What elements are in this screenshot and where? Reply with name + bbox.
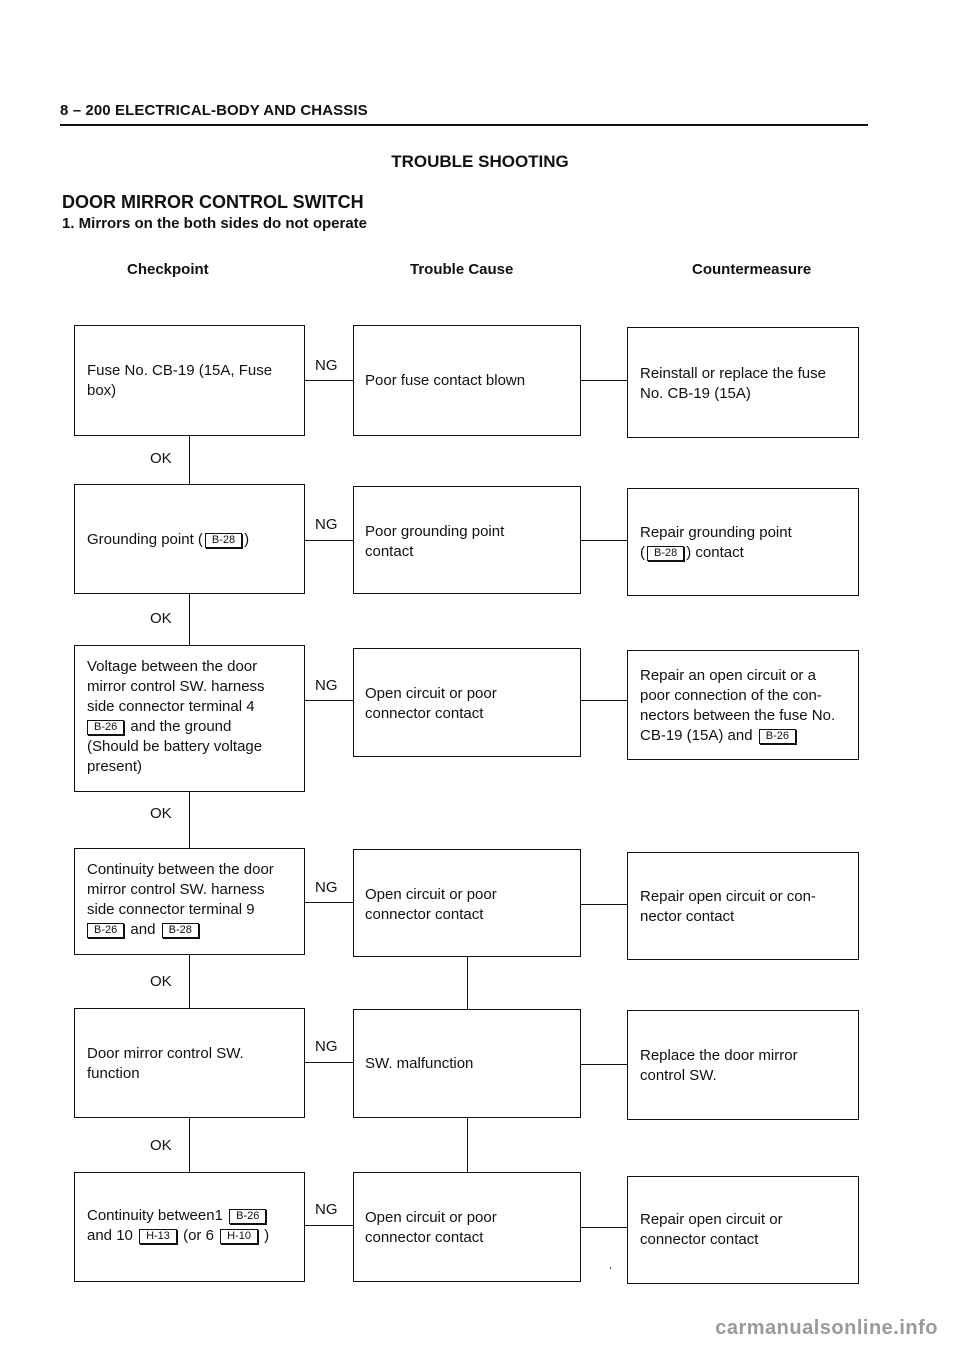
cause-text: connector contact	[365, 705, 484, 722]
cause-measure-line	[581, 380, 627, 381]
stray-mark: ,	[609, 1260, 612, 1271]
ok-connector-line	[189, 594, 190, 645]
measure-text: connector contact	[640, 1231, 759, 1248]
checkpoint-box-continuity-9	[74, 848, 305, 955]
ok-connector-line	[189, 1118, 190, 1172]
checkpoint-text: Continuity between the door	[87, 861, 274, 878]
ng-label: NG	[315, 677, 338, 694]
cause-link-line	[467, 1118, 468, 1172]
checkpoint-text: (or 6	[183, 1227, 214, 1244]
header-rule	[60, 124, 868, 126]
ok-label: OK	[150, 1137, 172, 1154]
ok-label: OK	[150, 973, 172, 990]
ok-connector-line	[189, 436, 190, 484]
checkpoint-text: Fuse No. CB-19 (15A, Fuse	[87, 362, 273, 379]
cause-text: Poor grounding point	[365, 523, 505, 540]
ng-label: NG	[315, 1038, 338, 1055]
checkpoint-text: and	[130, 921, 156, 938]
column-header-countermeasure: Countermeasure	[692, 261, 812, 278]
ng-connector-line	[305, 1225, 353, 1226]
connector-ref-badge: B-28	[162, 923, 199, 938]
measure-text: nector contact	[640, 908, 735, 925]
cause-text: Open circuit or poor	[365, 1209, 497, 1226]
checkpoint-text: side connector terminal 9	[87, 901, 255, 918]
checkpoint-text: and the ground	[130, 718, 232, 735]
ng-label: NG	[315, 357, 338, 374]
page-title: TROUBLE SHOOTING	[391, 152, 569, 171]
measure-box-continuity-9	[627, 852, 859, 960]
connector-ref-badge: H-13	[139, 1229, 177, 1244]
cause-text: SW. malfunction	[365, 1055, 474, 1072]
cause-box-fuse	[353, 325, 581, 436]
cause-text: contact	[365, 543, 414, 560]
watermark: carmanualsonline.info	[715, 1317, 938, 1339]
measure-text: Reinstall or replace the fuse	[640, 365, 826, 382]
checkpoint-text: )	[244, 531, 250, 548]
checkpoint-text: )	[264, 1227, 270, 1244]
checkpoint-text: (Should be battery voltage	[87, 738, 263, 755]
connector-ref-badge: B-26	[759, 729, 796, 744]
cause-measure-line	[581, 1064, 627, 1065]
cause-box-voltage	[353, 648, 581, 757]
subtitle: 1. Mirrors on the both sides do not operate	[62, 215, 368, 232]
checkpoint-text: Continuity between1	[87, 1207, 223, 1224]
measure-text: nectors between the fuse No.	[640, 707, 836, 724]
checkpoint-text: mirror control SW. harness	[87, 678, 265, 695]
measure-text: Repair open circuit or	[640, 1211, 783, 1228]
ok-connector-line	[189, 955, 190, 1008]
checkpoint-text: side connector terminal 4	[87, 698, 255, 715]
cause-measure-line	[581, 700, 627, 701]
ng-connector-line	[305, 380, 353, 381]
checkpoint-box-continuity-10	[74, 1172, 305, 1282]
column-header-trouble-cause: Trouble Cause	[410, 261, 514, 278]
connector-ref-badge: B-26	[87, 923, 124, 938]
measure-text: CB-19 (15A) and	[640, 727, 753, 744]
ok-connector-line	[189, 792, 190, 848]
measure-text: Replace the door mirror	[640, 1047, 798, 1064]
cause-text: connector contact	[365, 1229, 484, 1246]
cause-box-continuity-9	[353, 849, 581, 957]
column-header-checkpoint: Checkpoint	[127, 261, 209, 278]
checkpoint-box-fuse	[74, 325, 305, 436]
connector-ref-badge: B-28	[205, 533, 242, 548]
cause-link-line	[467, 957, 468, 1009]
measure-text: Repair open circuit or con-	[640, 888, 816, 905]
ng-connector-line	[305, 1062, 353, 1063]
section-title: DOOR MIRROR CONTROL SWITCH	[62, 192, 364, 212]
connector-ref-badge: B-28	[647, 546, 684, 561]
cause-text: Open circuit or poor	[365, 886, 497, 903]
checkpoint-text: and 10	[87, 1227, 133, 1244]
measure-text: poor connection of the con-	[640, 687, 822, 704]
measure-box-switch	[627, 1010, 859, 1120]
checkpoint-text: Grounding point (	[87, 531, 203, 548]
measure-box-fuse	[627, 327, 859, 438]
cause-measure-line	[581, 904, 627, 905]
cause-measure-line	[581, 1227, 627, 1228]
cause-text: connector contact	[365, 906, 484, 923]
measure-text: control SW.	[640, 1067, 717, 1084]
checkpoint-text: box)	[87, 382, 117, 399]
cause-text: Poor fuse contact blown	[365, 372, 526, 389]
ng-connector-line	[305, 700, 353, 701]
measure-text: ) contact	[686, 544, 744, 561]
checkpoint-text: Door mirror control SW.	[87, 1045, 244, 1062]
cause-text: Open circuit or poor	[365, 685, 497, 702]
measure-text: Repair an open circuit or a	[640, 667, 816, 684]
ok-label: OK	[150, 805, 172, 822]
checkpoint-box-voltage	[74, 645, 305, 792]
ng-connector-line	[305, 540, 353, 541]
connector-ref-badge: H-10	[220, 1229, 258, 1244]
ng-label: NG	[315, 1201, 338, 1218]
checkpoint-text: Voltage between the door	[87, 658, 258, 675]
connector-ref-badge: B-26	[87, 720, 124, 735]
checkpoint-box-switch	[74, 1008, 305, 1118]
measure-text: Repair grounding point	[640, 524, 792, 541]
ng-label: NG	[315, 879, 338, 896]
cause-measure-line	[581, 540, 627, 541]
checkpoint-box-grounding	[74, 484, 305, 594]
measure-box-grounding	[627, 488, 859, 596]
ng-label: NG	[315, 516, 338, 533]
measure-box-continuity-10	[627, 1176, 859, 1284]
ng-connector-line	[305, 902, 353, 903]
running-head: 8 – 200 ELECTRICAL-BODY AND CHASSIS	[60, 102, 368, 119]
measure-text: No. CB-19 (15A)	[640, 385, 751, 402]
measure-box-voltage	[627, 650, 859, 760]
cause-box-grounding	[353, 486, 581, 594]
ok-label: OK	[150, 610, 172, 627]
checkpoint-text: mirror control SW. harness	[87, 881, 265, 898]
cause-box-continuity-10	[353, 1172, 581, 1282]
checkpoint-text: present)	[87, 758, 143, 775]
cause-box-switch	[353, 1009, 581, 1118]
checkpoint-text: function	[87, 1065, 140, 1082]
ok-label: OK	[150, 450, 172, 467]
connector-ref-badge: B-26	[229, 1209, 266, 1224]
measure-text: (	[640, 544, 645, 561]
